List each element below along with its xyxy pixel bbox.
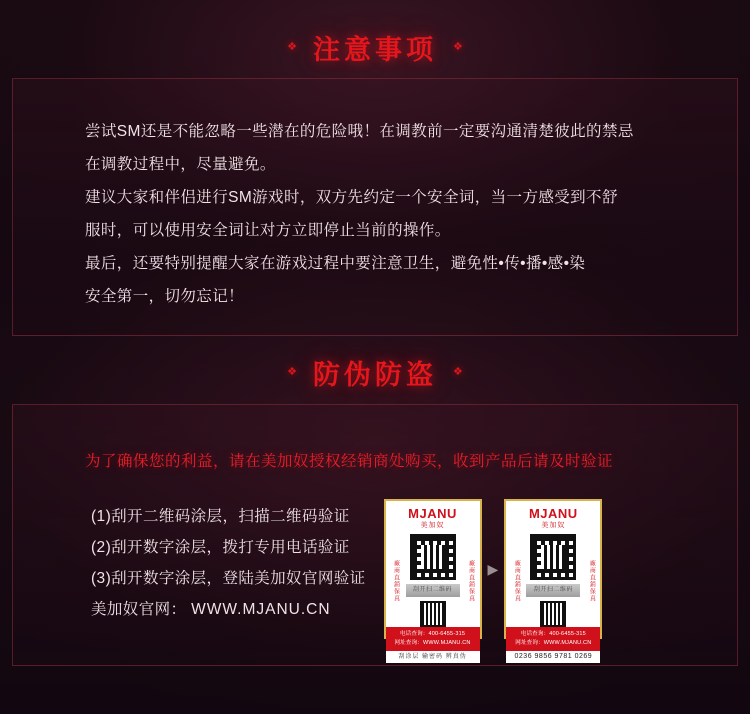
diamond-left-icon: ❖ [287,41,297,53]
label-brand-block [386,501,480,531]
security-label-gallery [384,499,603,660]
qr-code-icon [410,534,456,580]
label-side-text: 廠商直銷保真 [392,559,399,602]
qr-code-small-icon [540,601,566,627]
notice-text-block [13,79,737,313]
label-side-text: 廠商直銷保真 [513,559,520,602]
label-brand-block [506,501,600,531]
label-phone-line: 电话查询：400-6455-315 [520,631,586,637]
notice-line: 服时，可以使用安全词让对方立即停止当前的操作。 [85,222,451,239]
label-qr-area [521,534,585,627]
notice-line: 尝试SM还是不能忽略一些潜在的危险哦！在调教前一定要沟通清楚彼此的禁忌 [85,123,634,140]
verification-steps [91,499,366,625]
notice-line: 在调教过程中，尽量避免。 [85,156,276,173]
scratch-strip: 刮开扫二维码 [526,584,580,597]
diamond-right-icon: ❖ [453,41,463,53]
official-website-row [91,594,366,625]
anticounterfeit-lead-text: 为了确保您的利益，请在美加奴授权经销商处购买，收到产品后请及时验证 [85,453,614,470]
anticounterfeit-panel [12,404,738,666]
notice-title: 注意事项 [313,35,437,65]
label-brand-cn: 美加奴 [541,522,566,529]
step-item: (2)刮开数字涂层，拨打专用电话验证 [91,539,350,556]
label-bottom-text: 刮涂层 输密码 辨真伪 [386,651,480,663]
label-qr-area [401,534,465,627]
label-brand: MJANU [528,506,578,521]
label-footer [386,627,480,651]
security-label-front [384,499,482,660]
anticounterfeit-section-heading [0,353,750,392]
qr-code-small-icon [420,601,446,627]
scratch-strip: 刮开扫二维码 [406,584,460,597]
notice-line: 建议大家和伴侣进行SM游戏时，双方先约定一个安全词，当一方感受到不舒 [85,189,618,206]
label-side-text: 廠商直銷保真 [588,559,595,602]
notice-line: 安全第一，切勿忘记！ [85,288,245,305]
label-side-text: 廠商直銷保真 [467,559,474,602]
label-brand: MJANU [408,506,457,521]
anticounterfeit-content [13,471,737,660]
official-website-label: 美加奴官网： [91,601,187,618]
notice-section-heading [0,28,750,67]
step-item: (3)刮开数字涂层，登陆美加奴官网验证 [91,570,366,587]
label-body [386,531,480,627]
notice-line: 最后，还要特别提醒大家在游戏过程中要注意卫生，避免性•传•播•感•染 [85,255,586,272]
anticounterfeit-title: 防伪防盗 [313,360,437,390]
label-web-line: 网址查询：WWW.MJANU.CN [394,640,471,646]
security-label-scratched [504,499,602,660]
label-body [506,531,600,627]
label-brand-cn: 美加奴 [420,522,445,529]
label-phone-line: 电话查询：400-6455-315 [399,631,466,637]
label-serial-code: 0236 9856 9781 0269 [506,651,600,663]
official-website-url[interactable]: WWW.MJANU.CN [191,601,331,618]
qr-code-icon [530,534,576,580]
notice-panel [12,78,738,336]
diamond-left-icon: ❖ [287,366,297,378]
label-footer [506,627,600,651]
step-item: (1)刮开二维码涂层，扫描二维码验证 [91,508,350,525]
diamond-right-icon: ❖ [453,366,463,378]
label-web-line: 网址查询：WWW.MJANU.CN [515,640,592,646]
arrow-right-icon: ▶ [487,561,499,577]
